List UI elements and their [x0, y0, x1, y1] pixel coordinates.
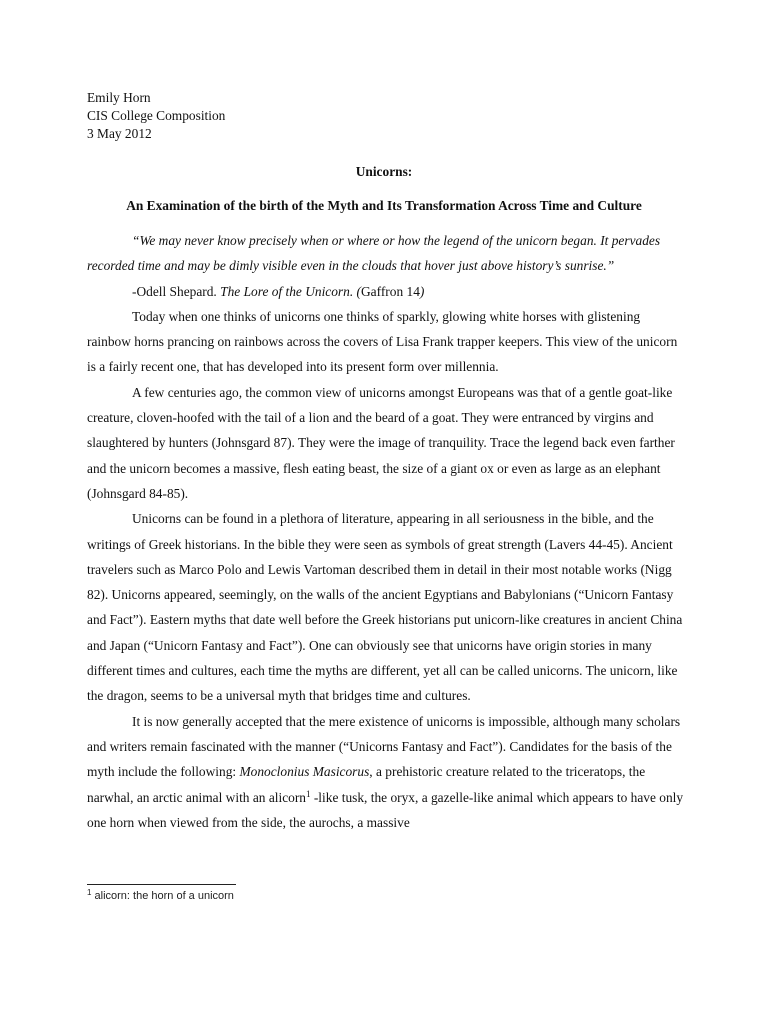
footnote-reference: 1	[306, 788, 311, 799]
footnote-text: alicorn: the horn of a unicorn	[91, 890, 234, 902]
author-name: Emily Horn	[87, 90, 151, 105]
paragraph-4-part-3: -like tusk, the oryx, a gazelle-like animal which appears to have only one horn when viewed from the side, the aurochs, a massive	[87, 789, 684, 830]
footnote	[87, 889, 234, 903]
paragraph-4-part-2: , a prehistoric creature related to the triceratops, the narwhal, an arctic animal with an alicorn	[87, 764, 646, 805]
attribution-author: -Odell Shepard.	[132, 283, 217, 299]
paragraph-4	[87, 709, 684, 835]
course-name: CIS College Composition	[87, 108, 226, 123]
epigraph-attribution	[87, 279, 684, 304]
footnote-divider	[87, 884, 236, 885]
attribution-citation: Gaffron 14	[361, 283, 420, 299]
paragraph-2: A few centuries ago, the common view of unicorns amongst Europeans was that of a gentle goat-like creature, cloven-hoofed with the tail of a lion and the beard of a goat. They were entranced by virgins and slaughtered by hunters (Johnsgard 87). They were the image of tranquility. Trace the legend back even farther and the unicorn becomes a massive, flesh eating beast, the size of a giant ox or even as large as an elephant (Johnsgard 84-85).	[87, 384, 675, 501]
title-line-1: Unicorns:	[355, 164, 413, 179]
body-text	[87, 228, 684, 835]
paragraph-4-part-1: It is now generally accepted that the mere existence of unicorns is impossible, although many scholars and writers remain fascinated with the manner (“Unicorns Fantasy and Fact”). Candidates for the basis of the myth include the following:	[87, 713, 681, 780]
document-date: 3 May 2012	[87, 126, 152, 141]
header-block	[87, 89, 225, 143]
title-line-2: An Examination of the birth of the Myth and Its Transformation Across Time and Culture	[126, 198, 642, 213]
footnote-mark: 1	[87, 888, 92, 897]
attribution-paren-open: (	[356, 283, 362, 299]
paragraph-3: Unicorns can be found in a plethora of literature, appearing in all seriousness in the bible, and the writings of Greek historians. In the bible they were seen as symbols of great strength (Lavers 44-45). Ancient travelers such as Marco Polo and Lewis Vartoman described them in detail in their most notable works (Nigg 82). Unicorns appeared, seemingly, on the walls of the ancient Egyptians and Babylonians (“Unicorn Fantasy and Fact”). Eastern myths that date well before the Greek historians put unicorn-like creatures in ancient China and Japan (“Unicorn Fantasy and Fact”). One can obviously see that unicorns have origin stories in many different times and cultures, each time the myths are different, yet all can be called unicorns. The unicorn, like the dragon, seems to be a universal myth that bridges time and cultures.	[87, 511, 683, 704]
title-block	[0, 155, 768, 223]
paragraph-4-italic: Monoclonius Masicorus	[239, 764, 370, 780]
paragraph-1: Today when one thinks of unicorns one thinks of sparkly, glowing white horses with glistening rainbow horns prancing on rainbows across the covers of Lisa Frank trapper keepers. This view of the unicorn is a fairly recent one, that has developed into its present form over millennia.	[87, 308, 678, 375]
attribution-title: The Lore of the Unicorn.	[220, 283, 354, 299]
epigraph-quote: “We may never know precisely when or where or how the legend of the unicorn began. It pervades recorded time and may be dimly visible even in the clouds that hover just above history’s sunrise.”	[87, 233, 661, 274]
attribution-paren-close: )	[419, 283, 425, 299]
